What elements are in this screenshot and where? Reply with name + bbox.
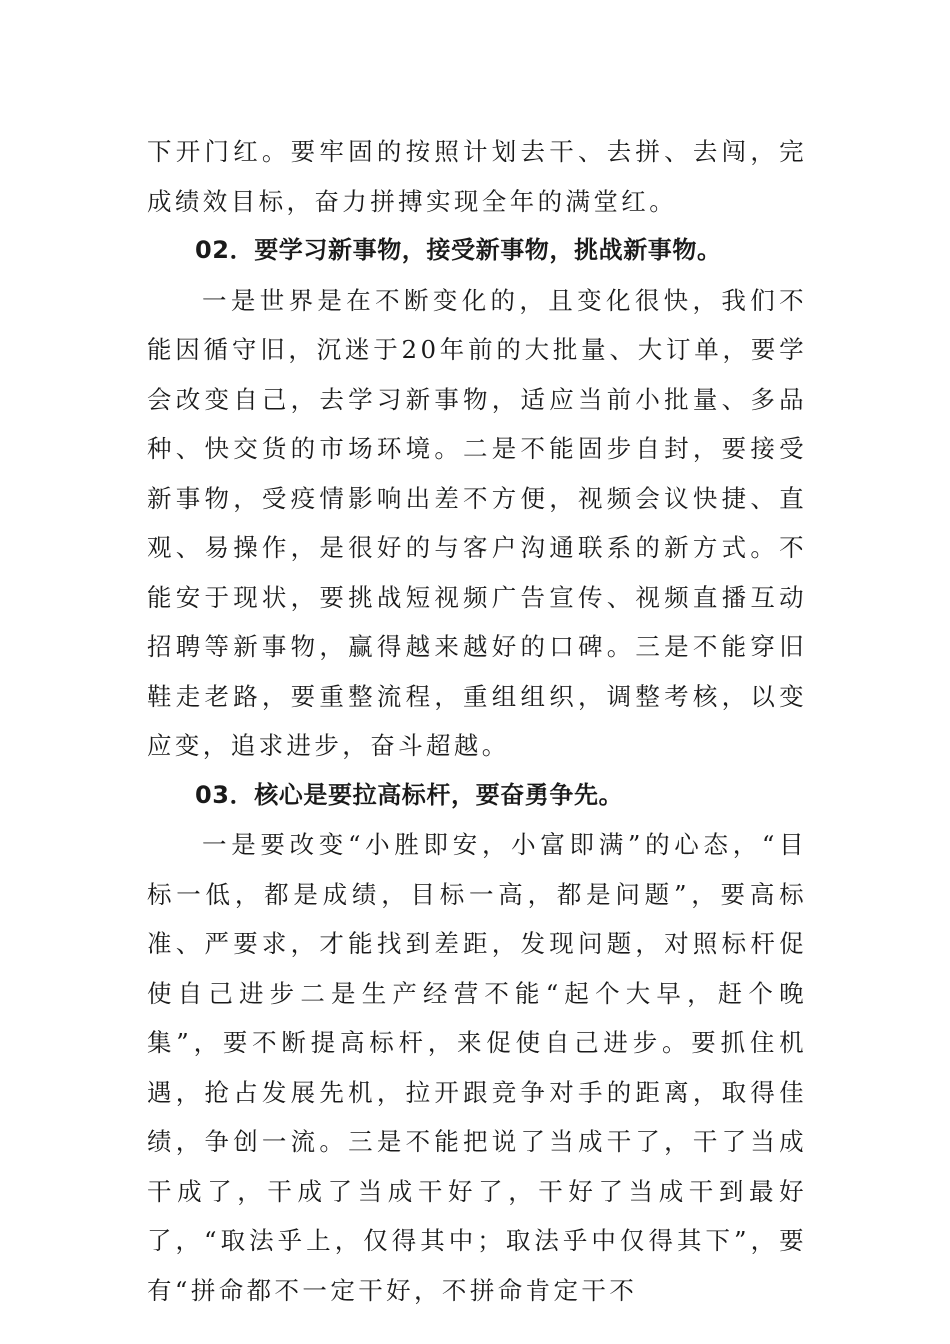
paragraph-section-02: 一是世界是在不断变化的，且变化很快，我们不能因循守旧，沉迷于20年前的大批量、大订单，要学会改变自己，去学习新事物，适应当前小批量、多品种、快交货的市场环境。二是不能固步自封，要接受新事物，受疫情影响出差不方便，视频会议快捷、直观、易操作，是很好的与客户沟通联系的新方式。不能安于现状，要挑战短视频广告宣传、视频直播互动招聘等新事物，赢得越来越好的口碑。三是不能穿旧鞋走老路，要重整流程，重组组织，调整考核，以变应变，追求进步，奋斗超越。 [147,285,807,760]
section-heading-03: 03．核心是要拉高标杆，要奋勇争先。 [195,780,624,809]
document-body [147,127,807,1315]
paragraph-section-03: 一是要改变“小胜即安，小富即满”的心态，“目标一低，都是成绩，目标一高，都是问题”，要高标准、严要求，才能找到差距，发现问题，对照标杆促使自己进步二是生产经营不能“起个大早，赶个晚集”，要不断提高标杆，来促使自己进步。要抓住机遇，抢占发展先机，拉开跟竞争对手的距离，取得佳绩，争创一流。三是不能把说了当成干了，干了当成干成了，干成了当成干好了，干好了当成干到最好了，“取法乎上，仅得其中；取法乎中仅得其下”，要有“拼命都不一定干好，不拼命肯定干不 [147,830,807,1305]
paragraph-continuation: 下开门红。要牢固的按照计划去干、去拼、去闯，完成绩效目标，奋力拼搏实现全年的满堂红。 [147,137,807,216]
section-heading-02: 02．要学习新事物，接受新事物，挑战新事物。 [195,236,722,264]
